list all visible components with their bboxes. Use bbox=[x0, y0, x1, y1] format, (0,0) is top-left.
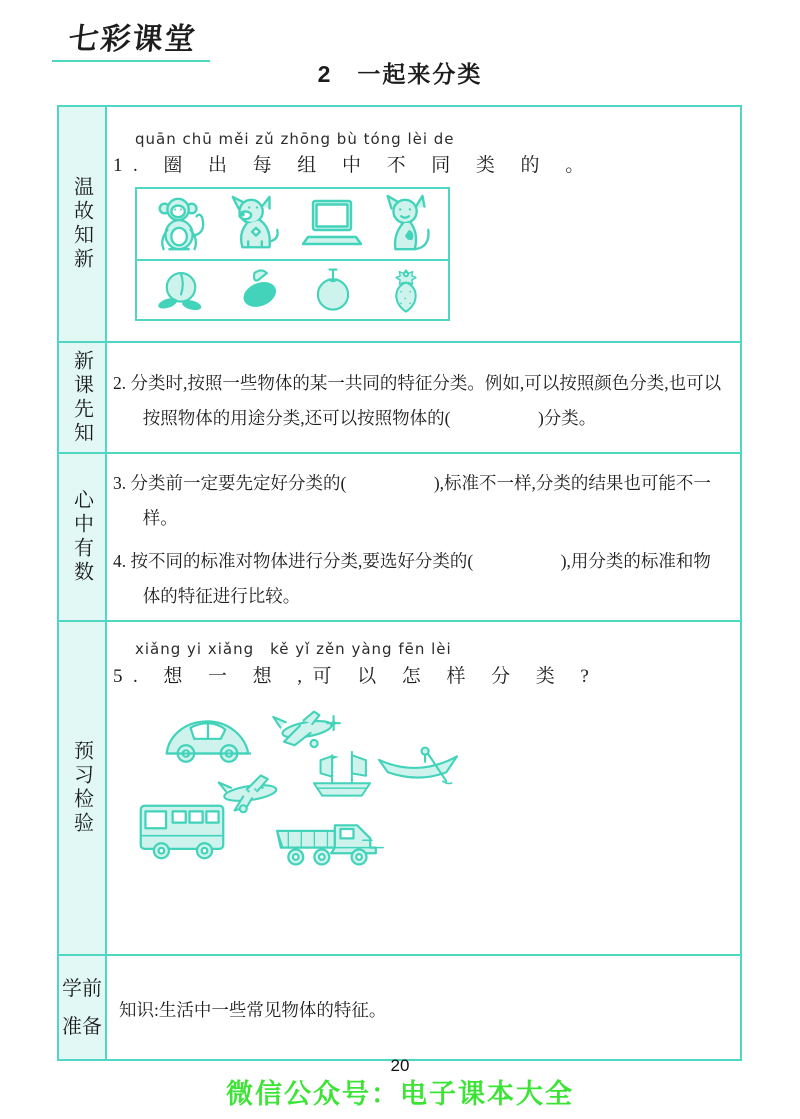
truck-icon bbox=[271, 816, 395, 875]
section-know-well-content bbox=[107, 454, 740, 620]
section-label-preview-check bbox=[59, 622, 107, 954]
strawberry-icon bbox=[381, 265, 431, 315]
page-title: 2 一起来分类 bbox=[317, 61, 483, 87]
question-1: 1. 圈 出 每 组 中 不 同 类 的 。 bbox=[113, 154, 595, 176]
section-label-text: 新课先知 bbox=[70, 349, 93, 446]
footer-watermark: 微信公众号：电子课本大全 bbox=[226, 1079, 574, 1109]
brand-logo: 七彩课堂 bbox=[66, 22, 199, 57]
jet-plane-icon bbox=[217, 770, 287, 821]
section-label-new-lesson bbox=[59, 343, 107, 452]
section-label-preparation bbox=[59, 956, 107, 1059]
section-new-lesson bbox=[59, 343, 740, 454]
section-review bbox=[59, 107, 740, 343]
bus-icon bbox=[137, 800, 227, 867]
section-review-content bbox=[107, 107, 740, 341]
section-label-text: 温故知新 bbox=[70, 176, 93, 272]
worksheet-table bbox=[57, 105, 742, 1061]
question-5: 5. 想 一 想 ,可 以 怎 样 分 类 ? bbox=[113, 666, 600, 687]
section-label-text: 心中有数 bbox=[70, 489, 93, 585]
eggplant-icon bbox=[231, 266, 285, 314]
apple-icon bbox=[308, 266, 358, 314]
section-preparation bbox=[59, 956, 740, 1059]
pinyin-line: xiǎng yi xiǎng kě yǐ zěn yàng fēn lèi bbox=[135, 640, 452, 658]
page-number: 20 bbox=[390, 1056, 410, 1075]
sailboat-icon bbox=[309, 748, 375, 807]
vehicles-illustration bbox=[113, 696, 728, 948]
picture-row-animals bbox=[137, 189, 448, 259]
section-preview-check bbox=[59, 622, 740, 956]
dog-icon bbox=[226, 193, 284, 255]
question-3: 3. 分类前一定要先定好分类的( ),标准不一样,分类的结果也可能不一样。 bbox=[113, 473, 711, 528]
peach-icon bbox=[154, 266, 208, 314]
preparation-text: 知识:生活中一些常见物体的特征。 bbox=[119, 1000, 387, 1020]
picture-row-foods bbox=[137, 259, 448, 319]
rowboat-icon bbox=[375, 744, 461, 795]
section-label-review bbox=[59, 107, 107, 341]
laptop-icon bbox=[299, 196, 365, 252]
section-preparation-content bbox=[107, 956, 740, 1059]
section-new-lesson-content bbox=[107, 343, 740, 452]
section-label-text: 预习检验 bbox=[70, 740, 93, 836]
cat-icon bbox=[379, 193, 435, 255]
section-preview-check-content bbox=[107, 622, 740, 954]
section-label-text: 学前准备 bbox=[62, 977, 102, 1038]
classification-picture-grid bbox=[135, 187, 450, 321]
section-know-well bbox=[59, 454, 740, 622]
question-2: 2. 分类时,按照一些物体的某一共同的特征分类。例如,可以按照颜色分类,也可以按照物体的用途分类,还可以按照物体的( )分类。 bbox=[113, 372, 722, 428]
section-label-know-well bbox=[59, 454, 107, 620]
question-4: 4. 按不同的标准对物体进行分类,要选好分类的( ),用分类的标准和物体的特征进行比较。 bbox=[113, 551, 711, 606]
car-icon bbox=[163, 704, 251, 775]
pinyin-line: quān chū měi zǔ zhōng bù tóng lèi de bbox=[135, 129, 455, 148]
monkey-icon bbox=[150, 193, 212, 255]
